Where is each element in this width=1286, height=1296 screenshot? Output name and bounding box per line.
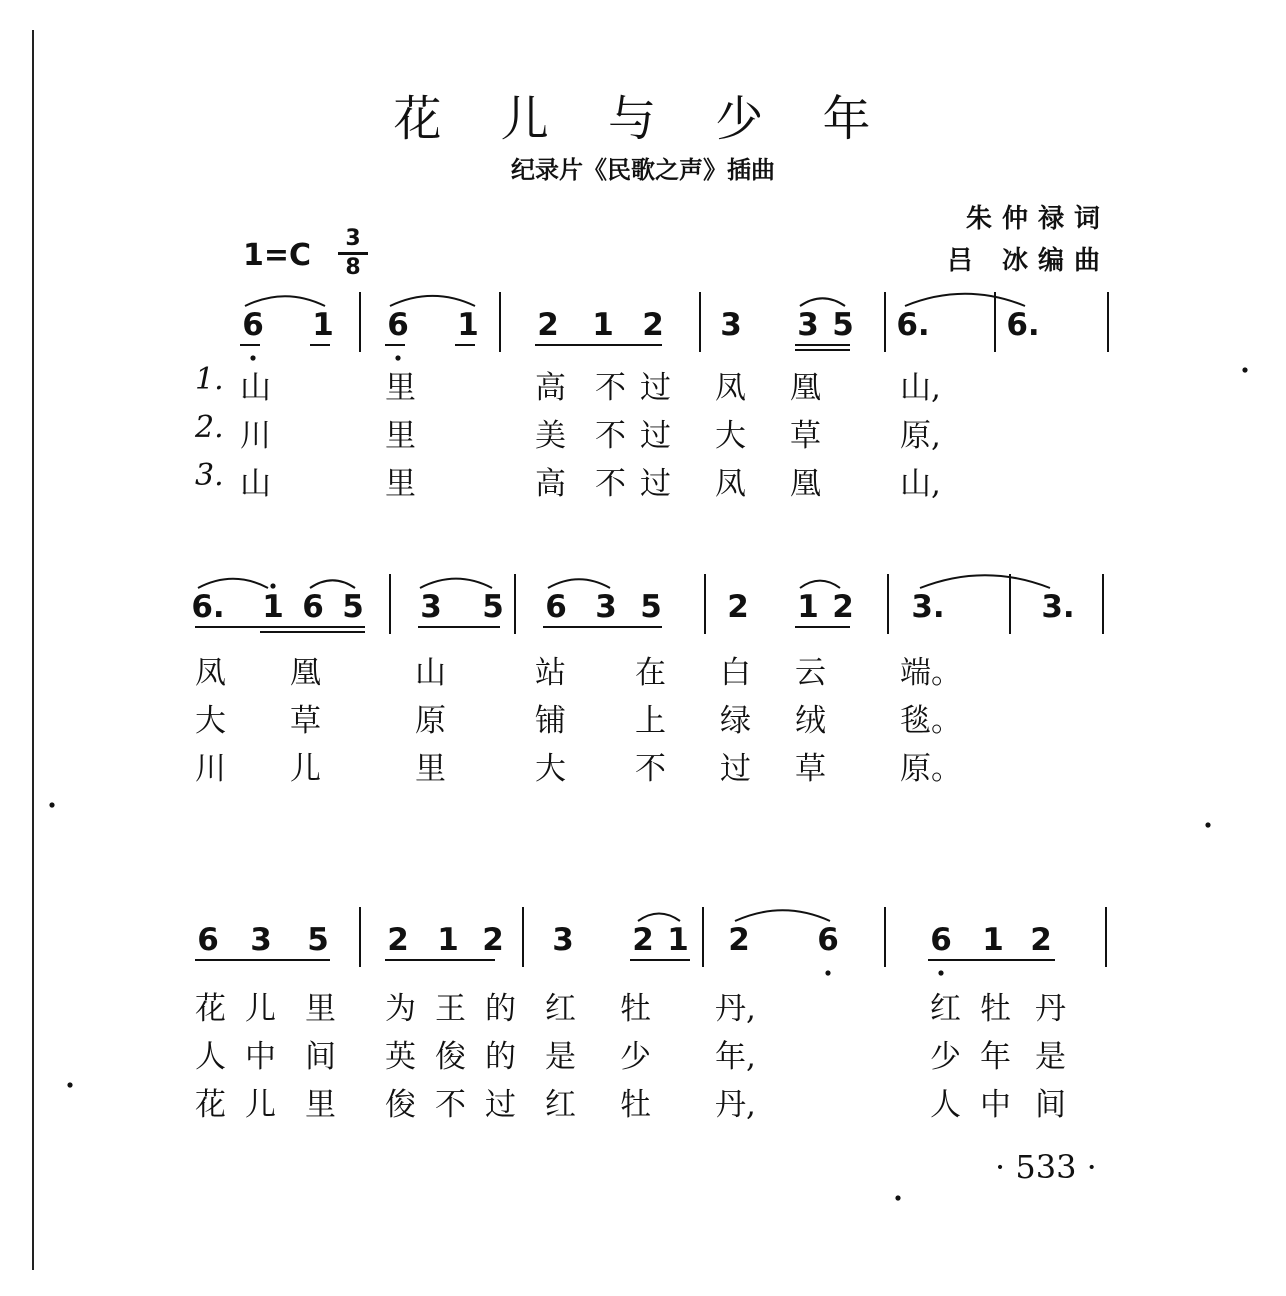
- tie-arc: [800, 581, 840, 588]
- lyric-char: 儿: [245, 991, 276, 1027]
- scan-speck: [895, 1195, 900, 1200]
- jianpu-note: 3: [797, 307, 819, 343]
- lyric-char: 的: [485, 991, 516, 1027]
- lyric-char: 人: [930, 1087, 961, 1123]
- lyric-char: 草: [290, 703, 321, 739]
- jianpu-note: 1: [797, 589, 819, 625]
- time-signature-bottom: 8: [345, 255, 361, 280]
- tie-arc: [638, 913, 680, 921]
- lyric-char: 山,: [900, 466, 941, 502]
- tie-arc: [310, 580, 355, 588]
- lyric-char: 红: [930, 991, 961, 1027]
- jianpu-note: 3: [552, 922, 574, 958]
- lyric-char: 里: [385, 418, 416, 454]
- lyric-char: 儿: [245, 1087, 276, 1123]
- key-signature: 1=C: [243, 238, 312, 273]
- tie-arc: [420, 579, 492, 588]
- jianpu-note: 3: [595, 589, 617, 625]
- jianpu-note: 6: [930, 922, 952, 958]
- lyric-char: 凰: [790, 466, 821, 502]
- lyric-char: 原,: [900, 418, 941, 454]
- jianpu-note: 6: [817, 922, 839, 958]
- lyric-char: 端。: [900, 655, 962, 691]
- jianpu-note: 1: [262, 589, 284, 625]
- lyric-char: 铺: [535, 703, 566, 739]
- lyric-char: 牡: [980, 991, 1011, 1027]
- jianpu-note: 3: [420, 589, 442, 625]
- lyric-char: 红: [545, 1087, 576, 1123]
- scan-speck: [1205, 822, 1210, 827]
- lyric-char: 凰: [290, 655, 321, 691]
- jianpu-note: 2: [387, 922, 409, 958]
- jianpu-note: 2: [1030, 922, 1052, 958]
- lyric-char: 草: [790, 418, 821, 454]
- jianpu-note: 2: [832, 589, 854, 625]
- jianpu-note: 1: [437, 922, 459, 958]
- tie-arc: [198, 579, 268, 588]
- lyric-char: 年: [980, 1039, 1011, 1075]
- lyric-char: 白: [720, 655, 751, 691]
- jianpu-note: 6: [197, 922, 219, 958]
- lyric-char: 站: [535, 655, 566, 691]
- octave-dot-high: [270, 583, 275, 588]
- lyric-char: 不: [635, 751, 666, 787]
- lyric-char: 高: [535, 370, 566, 406]
- verse-number: 2.: [195, 410, 224, 445]
- lyric-char: 是: [545, 1039, 576, 1075]
- verse-number: 3.: [195, 458, 224, 493]
- jianpu-note: 6: [545, 589, 567, 625]
- lyric-char: 人: [195, 1039, 226, 1075]
- lyric-char: 是: [1035, 1039, 1066, 1075]
- lyric-char: 不: [595, 418, 626, 454]
- lyric-char: 里: [305, 991, 336, 1027]
- lyric-char: 山: [240, 370, 271, 406]
- octave-dot-low: [395, 355, 400, 360]
- lyric-char: 不: [595, 370, 626, 406]
- jianpu-note: 5: [832, 307, 854, 343]
- time-signature-top: 3: [345, 226, 361, 251]
- jianpu-note: 6: [242, 307, 264, 343]
- lyric-char: 间: [305, 1039, 336, 1075]
- jianpu-note: 3.: [1041, 589, 1075, 625]
- tie-arc: [548, 579, 610, 588]
- lyric-char: 少: [930, 1039, 961, 1075]
- lyric-char: 的: [485, 1039, 516, 1075]
- lyric-char: 绒: [795, 703, 826, 739]
- lyric-char: 不: [435, 1087, 466, 1123]
- lyric-char: 过: [720, 751, 751, 787]
- lyric-char: 过: [485, 1087, 516, 1123]
- lyric-char: 美: [535, 418, 566, 454]
- lyric-char: 过: [640, 418, 671, 454]
- lyric-char: 山,: [900, 370, 941, 406]
- lyric-char: 里: [415, 751, 446, 787]
- jianpu-note: 1: [982, 922, 1004, 958]
- composer-credit: 吕 冰编曲: [946, 246, 1110, 276]
- jianpu-note: 2: [642, 307, 664, 343]
- tie-arc: [800, 298, 845, 306]
- lyric-char: 云: [795, 655, 826, 691]
- lyric-char: 过: [640, 466, 671, 502]
- lyric-char: 原。: [900, 751, 962, 787]
- jianpu-note: 3: [720, 307, 742, 343]
- jianpu-note: 2: [632, 922, 654, 958]
- lyric-char: 凤: [715, 466, 746, 502]
- lyric-char: 间: [1035, 1087, 1066, 1123]
- lyric-char: 里: [385, 466, 416, 502]
- octave-dot-low: [825, 970, 830, 975]
- lyric-char: 原: [415, 703, 446, 739]
- lyric-char: 牡: [620, 991, 651, 1027]
- lyric-char: 年,: [715, 1039, 756, 1075]
- jianpu-note: 6.: [1006, 307, 1040, 343]
- lyric-char: 高: [535, 466, 566, 502]
- lyric-char: 绿: [720, 703, 751, 739]
- jianpu-note: 1: [667, 922, 689, 958]
- scan-speck: [1242, 367, 1247, 372]
- lyric-char: 丹,: [715, 1087, 756, 1123]
- song-title: 花 儿 与 少 年: [393, 91, 893, 147]
- lyric-char: 里: [305, 1087, 336, 1123]
- jianpu-note: 3: [250, 922, 272, 958]
- jianpu-note: 6: [387, 307, 409, 343]
- tie-arc: [245, 296, 325, 306]
- lyric-char: 英: [385, 1039, 416, 1075]
- lyric-char: 山: [415, 655, 446, 691]
- lyric-char: 毯。: [900, 703, 962, 739]
- lyric-char: 花: [195, 991, 226, 1027]
- lyric-char: 在: [635, 655, 666, 691]
- jianpu-note: 1: [457, 307, 479, 343]
- lyric-char: 俊: [385, 1087, 416, 1123]
- lyric-char: 中: [980, 1087, 1011, 1123]
- jianpu-note: 3.: [911, 589, 945, 625]
- lyric-char: 王: [435, 991, 466, 1027]
- lyric-char: 过: [640, 370, 671, 406]
- tie-arc: [390, 296, 475, 306]
- jianpu-note: 1: [312, 307, 334, 343]
- lyric-char: 少: [620, 1039, 651, 1075]
- lyric-char: 丹,: [715, 991, 756, 1027]
- lyric-char: 不: [595, 466, 626, 502]
- lyric-char: 川: [195, 751, 226, 787]
- jianpu-note: 5: [640, 589, 662, 625]
- lyric-char: 红: [545, 991, 576, 1027]
- lyric-char: 山: [240, 466, 271, 502]
- lyric-char: 凤: [715, 370, 746, 406]
- lyric-char: 丹: [1035, 991, 1066, 1027]
- jianpu-note: 6.: [896, 307, 930, 343]
- jianpu-note: 6: [302, 589, 324, 625]
- octave-dot-low: [250, 355, 255, 360]
- jianpu-note: 5: [342, 589, 364, 625]
- lyric-char: 中: [245, 1039, 276, 1075]
- lyric-char: 凤: [195, 655, 226, 691]
- lyric-char: 川: [240, 418, 271, 454]
- verse-number: 1.: [195, 362, 224, 397]
- octave-dot-low: [938, 970, 943, 975]
- lyric-char: 凰: [790, 370, 821, 406]
- lyricist-credit: 朱仲禄词: [965, 204, 1110, 234]
- lyric-char: 大: [535, 751, 566, 787]
- lyric-char: 草: [795, 751, 826, 787]
- lyric-char: 为: [385, 991, 416, 1027]
- jianpu-note: 2: [482, 922, 504, 958]
- jianpu-note: 1: [592, 307, 614, 343]
- lyric-char: 大: [195, 703, 226, 739]
- lyric-char: 俊: [435, 1039, 466, 1075]
- tie-arc: [735, 910, 830, 921]
- scan-speck: [49, 802, 54, 807]
- lyric-char: 花: [195, 1087, 226, 1123]
- lyric-char: 上: [635, 703, 666, 739]
- lyric-char: 里: [385, 370, 416, 406]
- page-number: · 533 ·: [995, 1148, 1097, 1186]
- lyric-char: 牡: [620, 1087, 651, 1123]
- jianpu-note: 2: [728, 922, 750, 958]
- jianpu-note: 5: [307, 922, 329, 958]
- jianpu-note: 2: [537, 307, 559, 343]
- tie-arc: [905, 294, 1025, 306]
- jianpu-note: 5: [482, 589, 504, 625]
- song-subtitle: 纪录片《民歌之声》插曲: [511, 155, 775, 184]
- tie-arc: [920, 575, 1050, 588]
- jianpu-note: 2: [727, 589, 749, 625]
- scan-speck: [67, 1082, 72, 1087]
- lyric-char: 大: [715, 418, 746, 454]
- jianpu-note: 6.: [191, 589, 225, 625]
- lyric-char: 儿: [290, 751, 321, 787]
